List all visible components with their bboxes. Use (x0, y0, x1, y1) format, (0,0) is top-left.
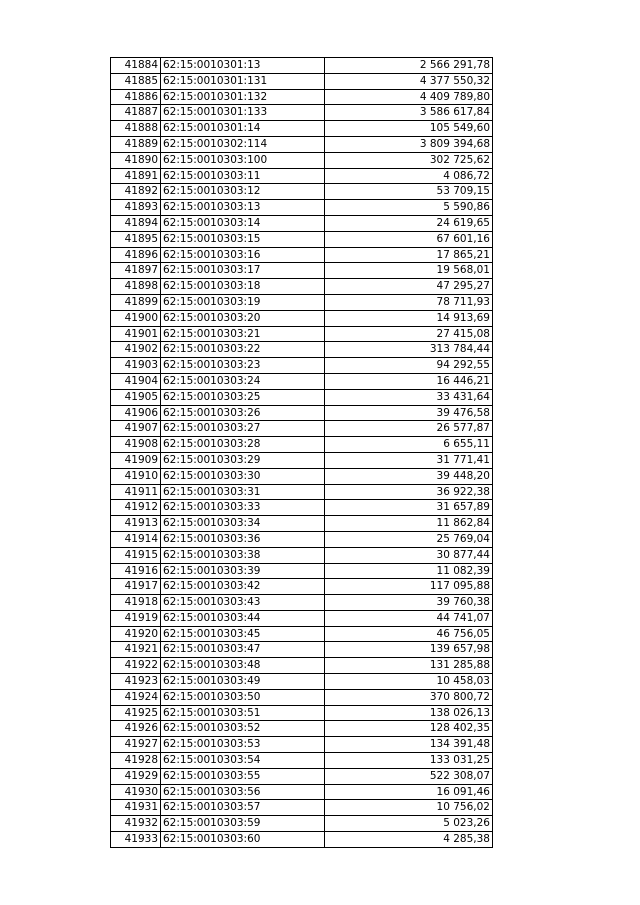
table-row (111, 816, 493, 832)
table-row (111, 516, 493, 532)
value-cell: 30 877,44 (325, 547, 493, 563)
value-cell: 10 458,03 (325, 674, 493, 690)
table-row (111, 753, 493, 769)
cadastral-number-cell: 62:15:0010303:25 (161, 389, 325, 405)
table-row (111, 832, 493, 848)
cadastral-number-cell: 62:15:0010303:54 (161, 753, 325, 769)
table-row (111, 500, 493, 516)
row-number-cell: 41927 (111, 737, 161, 753)
table-row (111, 437, 493, 453)
row-number-cell: 41924 (111, 689, 161, 705)
value-cell: 36 922,38 (325, 484, 493, 500)
value-cell: 39 760,38 (325, 595, 493, 611)
row-number-cell: 41889 (111, 136, 161, 152)
row-number-cell: 41890 (111, 152, 161, 168)
row-number-cell: 41888 (111, 121, 161, 137)
row-number-cell: 41913 (111, 516, 161, 532)
value-cell: 105 549,60 (325, 121, 493, 137)
row-number-cell: 41922 (111, 658, 161, 674)
row-number-cell: 41903 (111, 358, 161, 374)
cadastral-number-cell: 62:15:0010301:14 (161, 121, 325, 137)
row-number-cell: 41917 (111, 579, 161, 595)
value-cell: 39 448,20 (325, 468, 493, 484)
value-cell: 139 657,98 (325, 642, 493, 658)
value-cell: 11 082,39 (325, 563, 493, 579)
table-row (111, 405, 493, 421)
cadastral-number-cell: 62:15:0010303:33 (161, 500, 325, 516)
cadastral-number-cell: 62:15:0010303:52 (161, 721, 325, 737)
table-row (111, 721, 493, 737)
table-row (111, 310, 493, 326)
value-cell: 10 756,02 (325, 800, 493, 816)
row-number-cell: 41931 (111, 800, 161, 816)
value-cell: 39 476,58 (325, 405, 493, 421)
row-number-cell: 41901 (111, 326, 161, 342)
table-body (111, 58, 493, 848)
row-number-cell: 41894 (111, 215, 161, 231)
value-cell: 3 809 394,68 (325, 136, 493, 152)
cadastral-number-cell: 62:15:0010303:47 (161, 642, 325, 658)
value-cell: 4 086,72 (325, 168, 493, 184)
value-cell: 25 769,04 (325, 531, 493, 547)
row-number-cell: 41906 (111, 405, 161, 421)
row-number-cell: 41916 (111, 563, 161, 579)
value-cell: 131 285,88 (325, 658, 493, 674)
cadastral-number-cell: 62:15:0010303:18 (161, 279, 325, 295)
value-cell: 44 741,07 (325, 610, 493, 626)
row-number-cell: 41933 (111, 832, 161, 848)
cadastral-number-cell: 62:15:0010303:15 (161, 231, 325, 247)
table-row (111, 89, 493, 105)
value-cell: 26 577,87 (325, 421, 493, 437)
value-cell: 53 709,15 (325, 184, 493, 200)
value-cell: 24 619,65 (325, 215, 493, 231)
row-number-cell: 41905 (111, 389, 161, 405)
row-number-cell: 41885 (111, 73, 161, 89)
table-row (111, 658, 493, 674)
cadastral-number-cell: 62:15:0010303:56 (161, 784, 325, 800)
table-row (111, 674, 493, 690)
cadastral-number-cell: 62:15:0010303:55 (161, 768, 325, 784)
row-number-cell: 41910 (111, 468, 161, 484)
row-number-cell: 41919 (111, 610, 161, 626)
table-row (111, 342, 493, 358)
cadastral-number-cell: 62:15:0010302:114 (161, 136, 325, 152)
table-row (111, 373, 493, 389)
value-cell: 78 711,93 (325, 294, 493, 310)
cadastral-number-cell: 62:15:0010303:23 (161, 358, 325, 374)
value-cell: 117 095,88 (325, 579, 493, 595)
row-number-cell: 41929 (111, 768, 161, 784)
table-row (111, 263, 493, 279)
row-number-cell: 41912 (111, 500, 161, 516)
row-number-cell: 41908 (111, 437, 161, 453)
value-cell: 313 784,44 (325, 342, 493, 358)
cadastral-number-cell: 62:15:0010303:22 (161, 342, 325, 358)
cadastral-number-cell: 62:15:0010303:45 (161, 626, 325, 642)
row-number-cell: 41921 (111, 642, 161, 658)
value-cell: 134 391,48 (325, 737, 493, 753)
cadastral-number-cell: 62:15:0010303:59 (161, 816, 325, 832)
table-row (111, 58, 493, 74)
cadastral-number-cell: 62:15:0010303:38 (161, 547, 325, 563)
row-number-cell: 41914 (111, 531, 161, 547)
table-row (111, 705, 493, 721)
table-row (111, 531, 493, 547)
value-cell: 46 756,05 (325, 626, 493, 642)
table-row (111, 184, 493, 200)
table-row (111, 200, 493, 216)
value-cell: 133 031,25 (325, 753, 493, 769)
cadastral-number-cell: 62:15:0010303:30 (161, 468, 325, 484)
table-row (111, 579, 493, 595)
row-number-cell: 41898 (111, 279, 161, 295)
cadastral-value-table (110, 57, 493, 848)
value-cell: 31 771,41 (325, 452, 493, 468)
value-cell: 5 590,86 (325, 200, 493, 216)
value-cell: 31 657,89 (325, 500, 493, 516)
cadastral-number-cell: 62:15:0010303:49 (161, 674, 325, 690)
value-cell: 33 431,64 (325, 389, 493, 405)
cadastral-number-cell: 62:15:0010303:60 (161, 832, 325, 848)
cadastral-number-cell: 62:15:0010301:132 (161, 89, 325, 105)
table-row (111, 358, 493, 374)
row-number-cell: 41928 (111, 753, 161, 769)
row-number-cell: 41893 (111, 200, 161, 216)
table-row (111, 136, 493, 152)
table-row (111, 168, 493, 184)
cadastral-number-cell: 62:15:0010303:28 (161, 437, 325, 453)
row-number-cell: 41902 (111, 342, 161, 358)
row-number-cell: 41909 (111, 452, 161, 468)
value-cell: 19 568,01 (325, 263, 493, 279)
value-cell: 138 026,13 (325, 705, 493, 721)
row-number-cell: 41926 (111, 721, 161, 737)
value-cell: 4 409 789,80 (325, 89, 493, 105)
table-row (111, 737, 493, 753)
table-row (111, 215, 493, 231)
cadastral-number-cell: 62:15:0010303:100 (161, 152, 325, 168)
cadastral-number-cell: 62:15:0010303:53 (161, 737, 325, 753)
cadastral-number-cell: 62:15:0010301:133 (161, 105, 325, 121)
value-cell: 27 415,08 (325, 326, 493, 342)
table-row (111, 247, 493, 263)
value-cell: 5 023,26 (325, 816, 493, 832)
table-row (111, 595, 493, 611)
table-row (111, 105, 493, 121)
row-number-cell: 41899 (111, 294, 161, 310)
row-number-cell: 41886 (111, 89, 161, 105)
value-cell: 3 586 617,84 (325, 105, 493, 121)
row-number-cell: 41884 (111, 58, 161, 74)
row-number-cell: 41900 (111, 310, 161, 326)
table-row (111, 326, 493, 342)
row-number-cell: 41907 (111, 421, 161, 437)
value-cell: 11 862,84 (325, 516, 493, 532)
value-cell: 14 913,69 (325, 310, 493, 326)
table-row (111, 279, 493, 295)
cadastral-number-cell: 62:15:0010303:27 (161, 421, 325, 437)
row-number-cell: 41887 (111, 105, 161, 121)
table-row (111, 563, 493, 579)
cadastral-number-cell: 62:15:0010303:14 (161, 215, 325, 231)
cadastral-number-cell: 62:15:0010303:21 (161, 326, 325, 342)
cadastral-number-cell: 62:15:0010303:20 (161, 310, 325, 326)
row-number-cell: 41925 (111, 705, 161, 721)
value-cell: 67 601,16 (325, 231, 493, 247)
value-cell: 4 285,38 (325, 832, 493, 848)
row-number-cell: 41897 (111, 263, 161, 279)
value-cell: 2 566 291,78 (325, 58, 493, 74)
value-cell: 47 295,27 (325, 279, 493, 295)
table-row (111, 610, 493, 626)
cadastral-number-cell: 62:15:0010303:24 (161, 373, 325, 389)
table-row (111, 452, 493, 468)
table-row (111, 784, 493, 800)
cadastral-number-cell: 62:15:0010303:13 (161, 200, 325, 216)
value-cell: 6 655,11 (325, 437, 493, 453)
value-cell: 94 292,55 (325, 358, 493, 374)
row-number-cell: 41904 (111, 373, 161, 389)
row-number-cell: 41918 (111, 595, 161, 611)
cadastral-number-cell: 62:15:0010303:19 (161, 294, 325, 310)
cadastral-number-cell: 62:15:0010303:39 (161, 563, 325, 579)
table-row (111, 800, 493, 816)
value-cell: 522 308,07 (325, 768, 493, 784)
table-row (111, 626, 493, 642)
cadastral-number-cell: 62:15:0010303:29 (161, 452, 325, 468)
cadastral-number-cell: 62:15:0010301:13 (161, 58, 325, 74)
cadastral-number-cell: 62:15:0010303:43 (161, 595, 325, 611)
cadastral-number-cell: 62:15:0010303:26 (161, 405, 325, 421)
table-row (111, 73, 493, 89)
row-number-cell: 41895 (111, 231, 161, 247)
table-row (111, 768, 493, 784)
table-row (111, 389, 493, 405)
value-cell: 16 091,46 (325, 784, 493, 800)
table-row (111, 231, 493, 247)
table-row (111, 547, 493, 563)
row-number-cell: 41892 (111, 184, 161, 200)
cadastral-number-cell: 62:15:0010303:12 (161, 184, 325, 200)
cadastral-number-cell: 62:15:0010303:17 (161, 263, 325, 279)
row-number-cell: 41930 (111, 784, 161, 800)
table-row (111, 642, 493, 658)
table-row (111, 152, 493, 168)
value-cell: 4 377 550,32 (325, 73, 493, 89)
value-cell: 16 446,21 (325, 373, 493, 389)
table-row (111, 468, 493, 484)
row-number-cell: 41891 (111, 168, 161, 184)
cadastral-number-cell: 62:15:0010303:16 (161, 247, 325, 263)
cadastral-number-cell: 62:15:0010303:48 (161, 658, 325, 674)
row-number-cell: 41923 (111, 674, 161, 690)
table-row (111, 121, 493, 137)
row-number-cell: 41920 (111, 626, 161, 642)
table-row (111, 421, 493, 437)
table-row (111, 689, 493, 705)
value-cell: 128 402,35 (325, 721, 493, 737)
cadastral-number-cell: 62:15:0010303:44 (161, 610, 325, 626)
value-cell: 370 800,72 (325, 689, 493, 705)
value-cell: 302 725,62 (325, 152, 493, 168)
cadastral-number-cell: 62:15:0010301:131 (161, 73, 325, 89)
cadastral-number-cell: 62:15:0010303:34 (161, 516, 325, 532)
table-row (111, 294, 493, 310)
value-cell: 17 865,21 (325, 247, 493, 263)
row-number-cell: 41915 (111, 547, 161, 563)
cadastral-number-cell: 62:15:0010303:36 (161, 531, 325, 547)
row-number-cell: 41911 (111, 484, 161, 500)
row-number-cell: 41932 (111, 816, 161, 832)
cadastral-number-cell: 62:15:0010303:50 (161, 689, 325, 705)
cadastral-number-cell: 62:15:0010303:11 (161, 168, 325, 184)
cadastral-number-cell: 62:15:0010303:51 (161, 705, 325, 721)
cadastral-number-cell: 62:15:0010303:31 (161, 484, 325, 500)
row-number-cell: 41896 (111, 247, 161, 263)
table-row (111, 484, 493, 500)
cadastral-number-cell: 62:15:0010303:42 (161, 579, 325, 595)
cadastral-number-cell: 62:15:0010303:57 (161, 800, 325, 816)
